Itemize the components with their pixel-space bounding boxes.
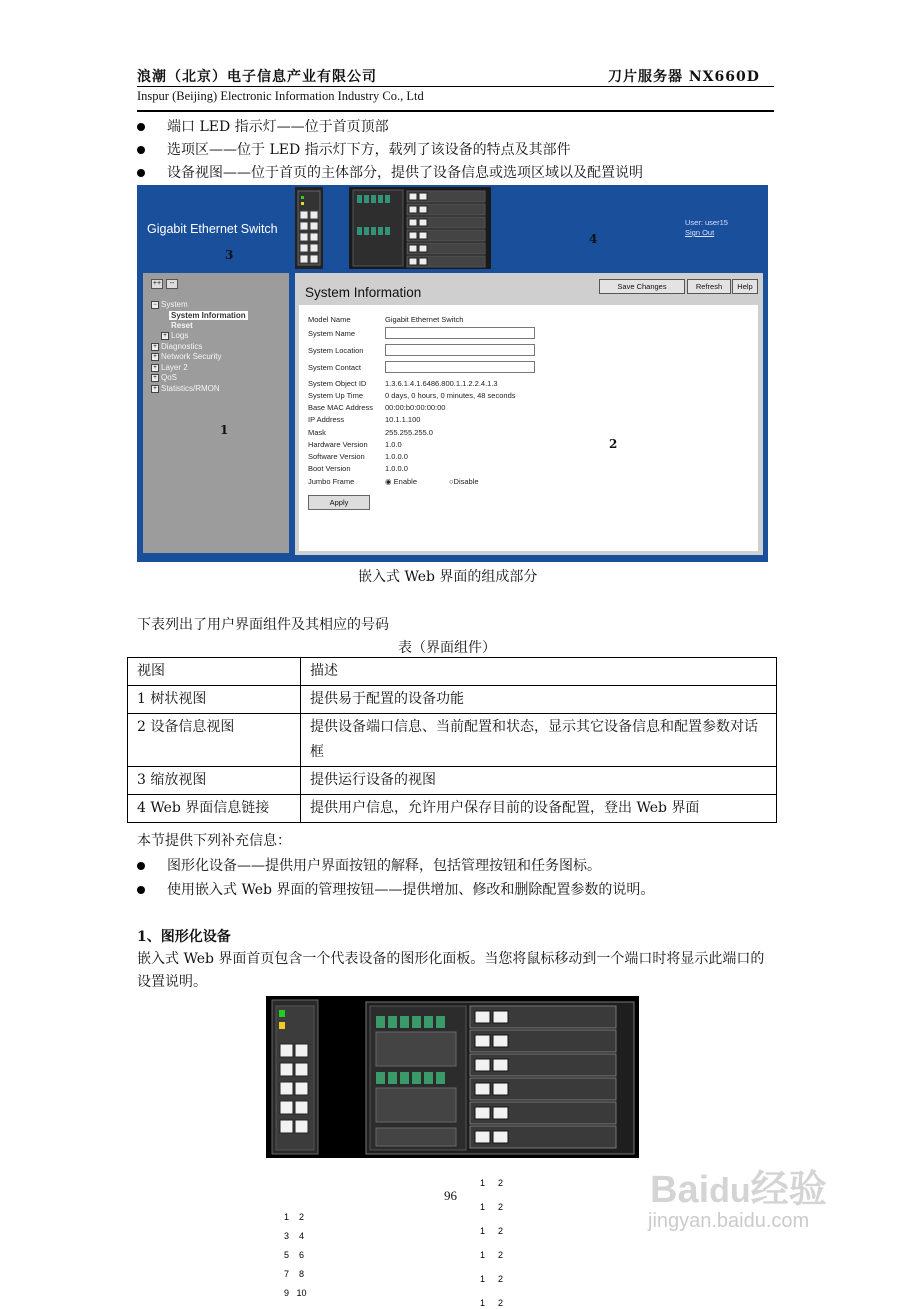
- field-value: 10.1.1.100: [385, 415, 421, 424]
- table-row: [128, 767, 777, 795]
- table-header-cell: 描述: [301, 658, 777, 686]
- table-cell: 4 Web 界面信息链接: [128, 795, 301, 823]
- radio-label: Disable: [453, 477, 479, 486]
- blade-port-number[interactable]: 1: [479, 1226, 485, 1236]
- field-label: Base MAC Address: [308, 403, 374, 412]
- sign-out-link[interactable]: Sign Out: [685, 228, 715, 237]
- blade-port-number[interactable]: 1: [479, 1178, 485, 1188]
- blade-port-number[interactable]: 1: [479, 1202, 485, 1212]
- collapse-icon: −: [151, 301, 159, 309]
- table-caption: 表（界面组件）: [398, 640, 496, 656]
- bullet-icon: [137, 862, 145, 870]
- help-button[interactable]: Help: [732, 279, 758, 294]
- tree-item-network-security[interactable]: [151, 352, 221, 361]
- table-header-cell: 视图: [128, 658, 301, 686]
- table-cell: 1 树状视图: [128, 686, 301, 714]
- figure-caption: 嵌入式 Web 界面的组成部分: [358, 569, 538, 585]
- page-number: 96: [444, 1188, 457, 1203]
- table-intro: 下表列出了用户界面组件及其相应的号码: [137, 617, 389, 633]
- tree-item-label: Statistics/RMON: [161, 384, 220, 393]
- blade-slot-number: 3: [618, 1226, 624, 1237]
- tree-item-system[interactable]: [151, 300, 188, 309]
- intro-bullet: [137, 162, 643, 182]
- field-value: 1.3.6.1.4.1.6486.800.1.1.2.2.4.1.3: [385, 379, 498, 388]
- switch-port-number[interactable]: 3: [283, 1231, 289, 1241]
- blade-port-number[interactable]: 1: [479, 1274, 485, 1284]
- blade-port-number[interactable]: 2: [497, 1274, 503, 1284]
- blade-slot-number: 6: [618, 1298, 624, 1309]
- save-changes-button[interactable]: Save Changes: [599, 279, 685, 294]
- switch-port-number[interactable]: 4: [298, 1231, 304, 1241]
- marker-4: 4: [589, 232, 598, 246]
- table-cell: 3 缩放视图: [128, 767, 301, 795]
- system-name-input[interactable]: [385, 327, 535, 339]
- field-label: Hardware Version: [308, 440, 368, 449]
- section-bullet: [137, 855, 601, 875]
- intro-bullet-text: 选项区——位于 LED 指示灯下方，载列了该设备的特点及其部件: [167, 142, 571, 158]
- system-location-input[interactable]: [385, 344, 535, 356]
- user-label: User: user15: [685, 218, 728, 227]
- tree-item-label: Layer 2: [161, 363, 188, 372]
- watermark: Baidu经验: [650, 1169, 827, 1211]
- header-product: 刀片服务器 NX660D: [608, 69, 760, 85]
- switch-port-number[interactable]: 6: [298, 1250, 304, 1260]
- radio-label: Enable: [393, 477, 417, 486]
- expand-icon: +: [151, 353, 159, 361]
- jumbo-disable-radio[interactable]: ○Disable: [449, 477, 479, 486]
- blade-slot-number: 2: [618, 1202, 624, 1213]
- apply-button[interactable]: Apply: [308, 495, 370, 510]
- expand-all-button[interactable]: ++: [152, 280, 162, 287]
- field-label: IP Address: [308, 415, 345, 424]
- device-graphic: [266, 996, 639, 1158]
- expand-icon: +: [161, 332, 169, 340]
- webui-user-info: [685, 218, 728, 238]
- tree-item-system-information[interactable]: System Information: [171, 311, 246, 320]
- tree-item-reset[interactable]: Reset: [171, 321, 193, 330]
- field-label: Software Version: [308, 452, 365, 461]
- blade-port-number[interactable]: 2: [497, 1298, 503, 1308]
- blade-port-number[interactable]: 2: [497, 1226, 503, 1236]
- switch-port-number[interactable]: 10: [296, 1288, 307, 1298]
- intro-bullet: [137, 116, 389, 136]
- table-cell: 提供运行设备的视图: [301, 767, 777, 795]
- intro-bullet-text: 端口 LED 指示灯——位于首页顶部: [167, 119, 389, 135]
- chassis-thumbnail: [349, 187, 491, 269]
- tree-item-logs[interactable]: [161, 331, 188, 340]
- refresh-button[interactable]: Refresh: [687, 279, 731, 294]
- table-cell: 提供设备端口信息、当前配置和状态，显示其它设备信息和配置参数对话框: [301, 714, 777, 767]
- collapse-all-button[interactable]: --: [166, 279, 178, 289]
- field-label: System Location: [308, 346, 364, 355]
- section-bullet-text: 图形化设备——提供用户界面按钮的解释，包括管理按钮和任务图标。: [167, 858, 601, 874]
- switch-port-number[interactable]: 8: [298, 1269, 304, 1279]
- blade-slot-number: 1: [618, 1178, 624, 1189]
- field-value: 255.255.255.0: [385, 428, 433, 437]
- section-bullet: [137, 879, 654, 899]
- field-label: Jumbo Frame: [308, 477, 355, 486]
- tree-item-layer2[interactable]: [151, 363, 188, 372]
- field-label: System Object ID: [308, 379, 367, 388]
- system-info-form: [299, 305, 758, 551]
- switch-port-number[interactable]: 2: [298, 1212, 304, 1222]
- expand-icon: +: [151, 385, 159, 393]
- field-value: Gigabit Ethernet Switch: [385, 315, 464, 324]
- expand-icon: +: [151, 364, 159, 372]
- bullet-icon: [137, 169, 145, 177]
- blade-port-number[interactable]: 1: [479, 1250, 485, 1260]
- table-cell: 提供用户信息，允许用户保存目前的设备配置，登出 Web 界面: [301, 795, 777, 823]
- field-label: System Up Time: [308, 391, 364, 400]
- intro-bullet: [137, 139, 571, 159]
- table-row: [128, 714, 777, 767]
- blade-slot-number: 5: [618, 1274, 624, 1285]
- marker-1: 1: [220, 423, 229, 437]
- tree-item-qos[interactable]: [151, 373, 177, 382]
- blade-port-number[interactable]: 1: [479, 1298, 485, 1308]
- bullet-icon: [137, 886, 145, 894]
- section-bullet-text: 使用嵌入式 Web 界面的管理按钮——提供增加、修改和删除配置参数的说明。: [167, 882, 655, 898]
- field-label: Model Name: [308, 315, 351, 324]
- header-divider-thick: [137, 110, 774, 112]
- table-header-row: [128, 658, 777, 686]
- table-row: [128, 795, 777, 823]
- tree-item-label: Logs: [171, 331, 189, 340]
- field-value: 1.0.0: [385, 440, 402, 449]
- switch-port-number[interactable]: 1: [283, 1212, 289, 1222]
- watermark-url: jingyan.baidu.com: [648, 1210, 810, 1232]
- bullet-icon: [137, 123, 145, 131]
- table-row: [128, 686, 777, 714]
- device-info-panel: [295, 273, 763, 555]
- switch-port-number[interactable]: 9: [283, 1288, 289, 1298]
- marker-2: 2: [609, 437, 618, 451]
- section-intro: 本节提供下列补充信息：: [137, 833, 291, 849]
- panel-title: System Information: [305, 285, 422, 300]
- field-value: 1.0.0.0: [385, 464, 408, 473]
- tree-item-label: System: [161, 300, 188, 309]
- header-company-en: Inspur (Beijing) Electronic Information Industry Co., Ltd: [137, 89, 424, 103]
- field-label: Boot Version: [308, 464, 351, 473]
- tree-item-label: Network Security: [161, 352, 222, 361]
- field-label: System Name: [308, 329, 356, 338]
- field-value: 1.0.0.0: [385, 452, 408, 461]
- header-company-cn: 浪潮（北京）电子信息产业有限公司: [137, 69, 377, 85]
- tree-item-label: QoS: [161, 373, 178, 382]
- tree-view: [143, 273, 289, 553]
- blade-port-number[interactable]: 2: [497, 1250, 503, 1260]
- field-value: 00:00:b0:00:00:00: [385, 403, 446, 412]
- expand-icon: +: [151, 343, 159, 351]
- header-divider: [137, 86, 774, 87]
- jumbo-enable-radio[interactable]: ◉ Enable: [385, 477, 417, 486]
- body-paragraph: 嵌入式 Web 界面首页包含一个代表设备的图形化面板。当您将鼠标移动到一个端口时将显示此端口的设置说明。: [137, 951, 765, 990]
- webui-brand-title: Gigabit Ethernet Switch: [147, 222, 278, 236]
- intro-bullet-text: 设备视图——位于首页的主体部分，提供了设备信息或选项区域以及配置说明: [167, 165, 643, 181]
- components-table: [127, 657, 777, 823]
- blade-slot-number: 4: [618, 1250, 624, 1261]
- system-contact-input[interactable]: [385, 361, 535, 373]
- table-cell: 提供易于配置的设备功能: [301, 686, 777, 714]
- field-label: Mask: [308, 428, 326, 437]
- switch-port-number[interactable]: 5: [283, 1250, 289, 1260]
- webui-screenshot-figure: [137, 185, 768, 562]
- tree-item-statistics[interactable]: [151, 384, 220, 393]
- tree-item-diagnostics[interactable]: [151, 342, 202, 351]
- table-cell: 2 设备信息视图: [128, 714, 301, 767]
- bullet-icon: [137, 146, 145, 154]
- field-label: System Contact: [308, 363, 361, 372]
- section-heading: 1、图形化设备: [137, 929, 231, 945]
- switch-module-thumbnail: [295, 187, 323, 269]
- blade-port-number[interactable]: 2: [497, 1178, 503, 1188]
- blade-port-number[interactable]: 2: [497, 1202, 503, 1212]
- tree-item-label: Diagnostics: [161, 342, 203, 351]
- switch-port-number[interactable]: 7: [283, 1269, 289, 1279]
- marker-3: 3: [225, 248, 234, 262]
- field-value: 0 days, 0 hours, 0 minutes, 48 seconds: [385, 391, 516, 400]
- expand-icon: +: [151, 374, 159, 382]
